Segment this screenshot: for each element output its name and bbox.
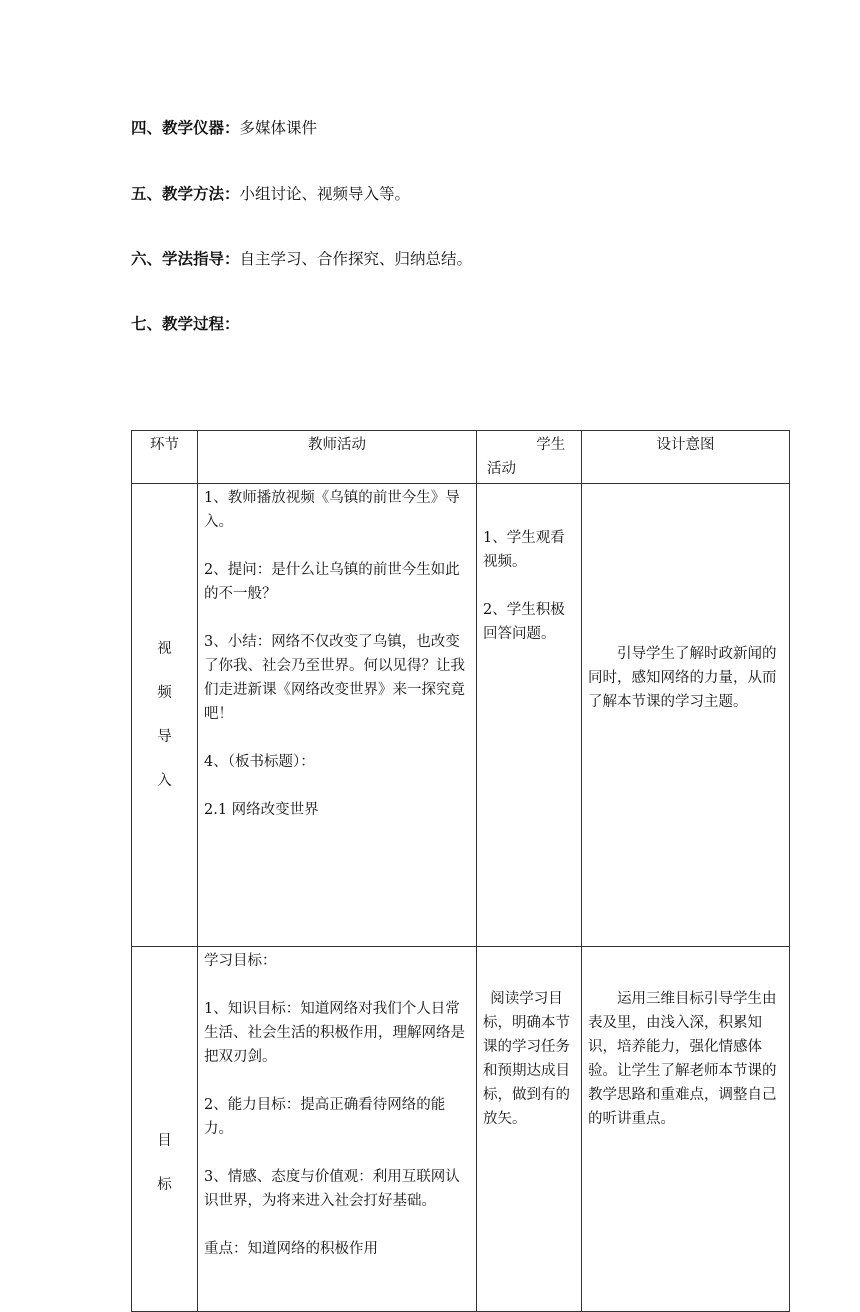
design-intent-text: 运用三维目标引导学生由表及里，由浅入深，积累知识，培养能力，强化情感体验。让学生了解老师本节课的教学思路和重难点，调整自己的听讲重点。 <box>588 991 777 1127</box>
heading-value: 小组讨论、视频导入等。 <box>239 185 411 203</box>
teacher-step: 1、知识目标：知道网络对我们个人日常 生活、社会生活的积极作用，理解网络是把双刃剑。 <box>204 1001 475 1065</box>
teacher-activity-cell <box>198 947 477 1312</box>
student-step: 2、学生积极回答问题。 <box>483 602 565 642</box>
heading-label: 六、学法指导： <box>131 249 240 268</box>
design-intent-text: 引导学生了解时政新闻的同时，感知网络的力量，从而了解本节课的学习主题。 <box>588 646 777 710</box>
heading-label: 五、教学方法： <box>131 184 240 203</box>
teacher-step: 3、小结：网络不仅改变了乌镇，也改变了你我、社会乃至世界。何以见得？让我们走进新课《网络改变世界》来一探究竟吧！ <box>204 634 465 722</box>
teacher-step: 2、能力目标：提高正确看待网络的能力。 <box>204 1097 446 1137</box>
header-stage: 环节 <box>132 431 198 484</box>
heading-method <box>131 184 410 204</box>
stage-char: 导 <box>157 729 172 745</box>
teacher-step: 2、提问：是什么让乌镇的前世今生如此的不一般？ <box>204 562 460 602</box>
design-intent-cell <box>582 484 790 947</box>
header-teacher: 教师活动 <box>198 431 477 484</box>
table-header-row <box>132 431 790 484</box>
teacher-step: 1、教师播放视频《乌镇的前世今生》导入。 <box>204 490 460 530</box>
header-student <box>477 431 582 484</box>
student-step: 阅读学习目标，明确本节课的学习任务和预期达成目标，做到有的放矢。 <box>483 991 570 1127</box>
heading-study-guide <box>131 249 472 269</box>
heading-value: 自主学习、合作探究、归纳总结。 <box>239 250 473 268</box>
heading-equipment <box>131 118 317 138</box>
stage-cell <box>132 484 198 947</box>
header-student-text: 学生活动 <box>487 437 566 477</box>
heading-label: 四、教学仪器： <box>131 118 240 137</box>
design-intent-cell <box>582 947 790 1312</box>
teaching-process-table <box>131 430 790 1312</box>
table-row <box>132 484 790 947</box>
student-step: 1、学生观看视频。 <box>483 530 565 570</box>
heading-label: 七、教学过程： <box>131 314 240 333</box>
teacher-step: 4、（板书标题）： <box>204 754 315 770</box>
heading-process <box>131 314 240 334</box>
stage-char: 频 <box>157 685 172 701</box>
table-row <box>132 947 790 1312</box>
stage-label <box>157 1129 172 1197</box>
stage-char: 视 <box>157 641 172 657</box>
teacher-step: 重点：知道网络的积极作用 <box>204 1241 378 1257</box>
teacher-step: 2.1 网络改变世界 <box>204 802 319 818</box>
stage-cell <box>132 947 198 1312</box>
teacher-step: 学习目标： <box>204 953 277 969</box>
stage-char: 目 <box>157 1133 172 1149</box>
stage-label <box>157 637 172 793</box>
header-intent: 设计意图 <box>582 431 790 484</box>
stage-char: 标 <box>157 1177 172 1193</box>
stage-char: 入 <box>157 773 172 789</box>
student-activity-cell <box>477 484 582 947</box>
heading-value: 多媒体课件 <box>239 119 318 137</box>
teacher-activity-cell <box>198 484 477 947</box>
teacher-step: 3、情感、态度与价值观：利用互联网认识世界，为将来进入社会打好基础。 <box>204 1169 460 1209</box>
student-activity-cell <box>477 947 582 1312</box>
